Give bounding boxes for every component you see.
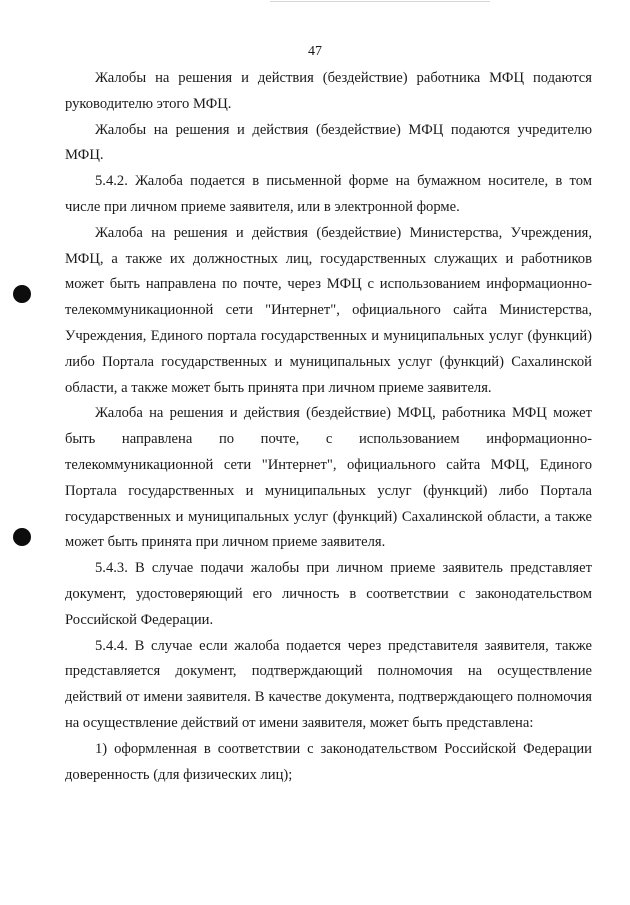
scan-edge-line (270, 1, 490, 2)
page-number: 47 (308, 44, 322, 59)
paragraph: Жалобы на решения и действия (бездействие) МФЦ подаются учредителю МФЦ. (65, 121, 592, 164)
paragraph: Жалоба на решения и действия (бездействие) Министерства, Учреждения, МФЦ, а также их должностных лиц, государственных служащих и работников может быть направлена по почте, через МФЦ с использованием информационно-телекоммуникационной сети "Интернет", официального сайта Министерства, Учреждения, Единого портала государственных и муниципальных услуг (функций) либо Портала государственных и муниципальных услуг (функций) Сахалинской области, а также может быть принята при личном приеме заявителя. (65, 224, 592, 396)
punch-hole-mark (13, 528, 31, 546)
document-body (65, 66, 592, 788)
paragraph: 5.4.3. В случае подачи жалобы при личном приеме заявитель представляет документ, удостоверяющий его личность в соответствии с законодательством Российской Федерации. (65, 560, 592, 628)
paragraph: 5.4.2. Жалоба подается в письменной форме на бумажном носителе, в том числе при личном приеме заявителя, или в электронной форме. (65, 173, 592, 215)
punch-hole-mark (13, 285, 31, 303)
paragraph: 1) оформленная в соответствии с законодательством Российской Федерации доверенность (для физических лиц); (65, 740, 592, 783)
paragraph: Жалобы на решения и действия (бездействие) работника МФЦ подаются руководителю этого МФЦ. (65, 70, 592, 112)
paragraph: 5.4.4. В случае если жалоба подается через представителя заявителя, также представляется документ, подтверждающий полномочия на осуществление действий от имени заявителя. В качестве документа, подтверждающего полномочия на осуществление действий от имени заявителя, может быть представлена: (65, 637, 592, 731)
paragraph: Жалоба на решения и действия (бездействие) МФЦ, работника МФЦ может быть направлена по почте, с использованием информационно-телекоммуникационной сети "Интернет", официального сайта МФЦ, Единого Портала государственных и муниципальных услуг (функций) либо Портала государственных и муниципальных услуг (функций) Сахалинской области, а также может быть принята при личном приеме заявителя. (65, 405, 592, 551)
